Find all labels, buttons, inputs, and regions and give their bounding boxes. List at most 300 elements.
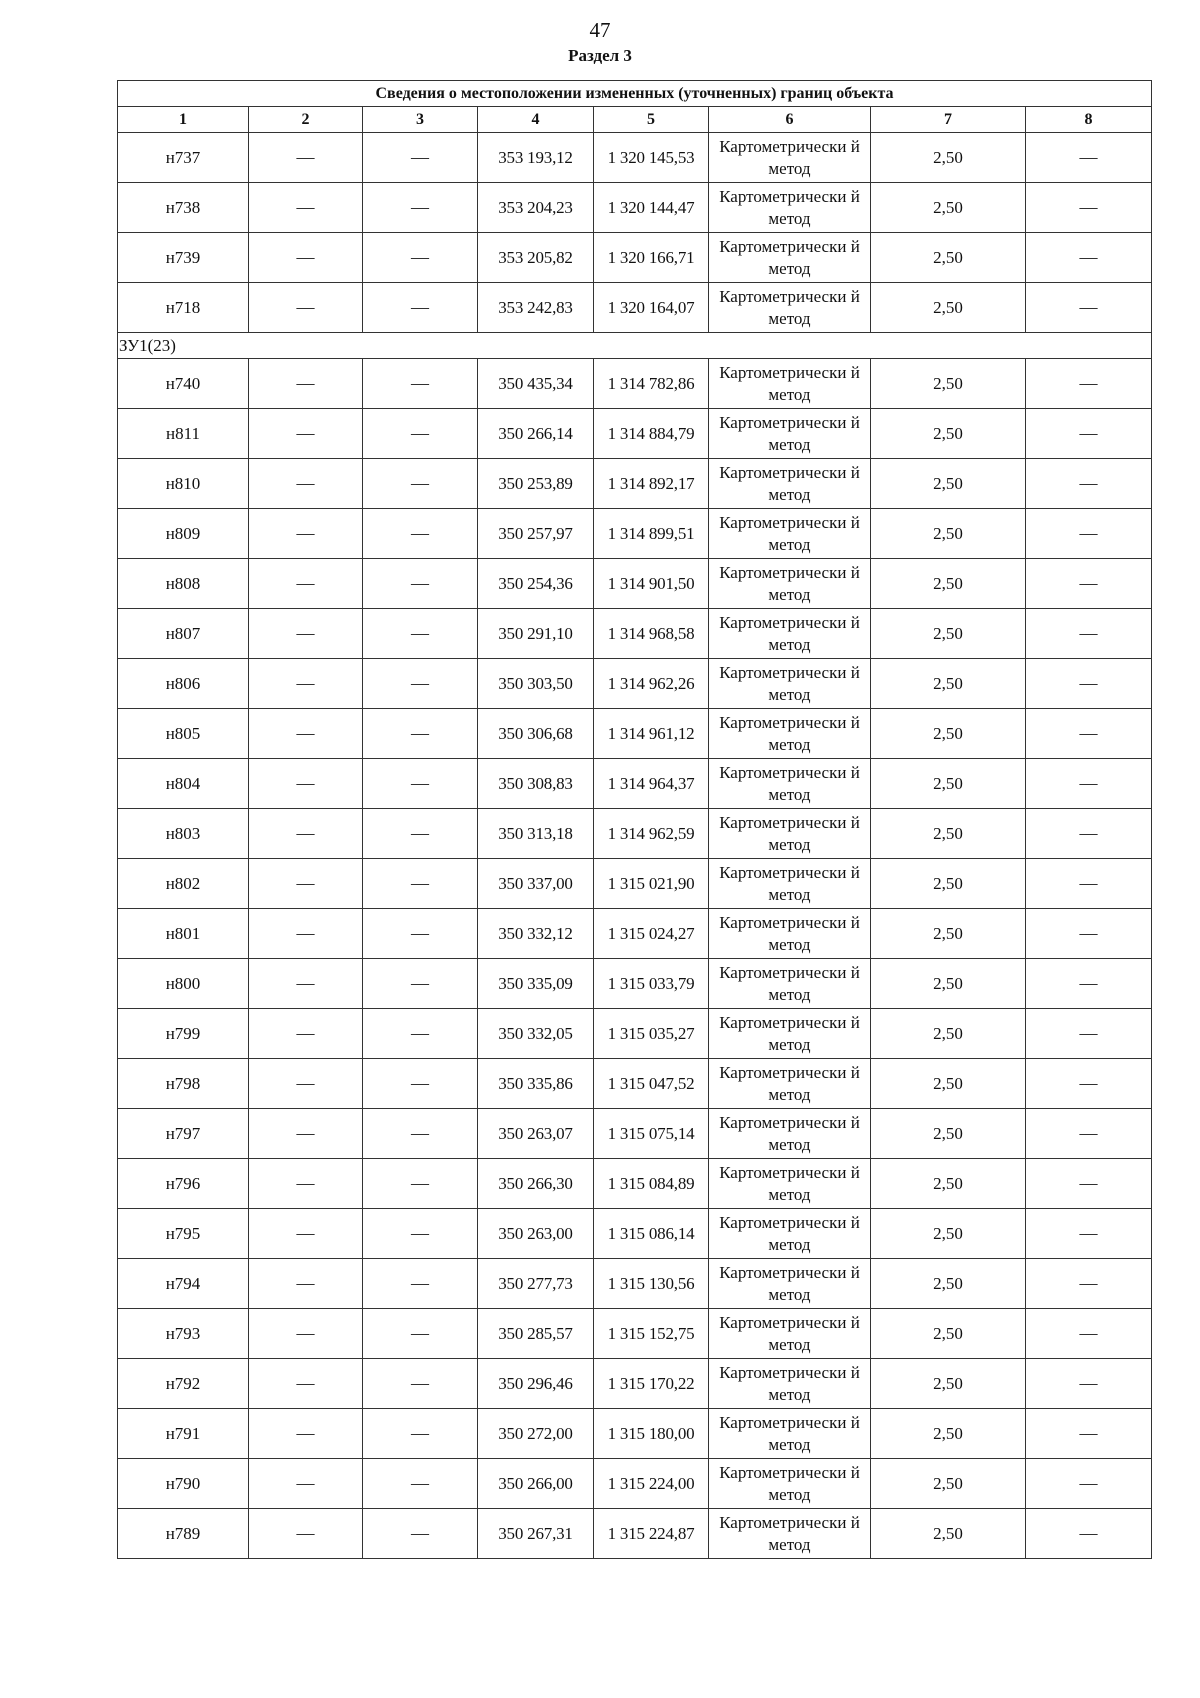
dash-mark: — — [1079, 1473, 1098, 1493]
y-coordinate-cell: 1 315 152,75 — [594, 1309, 709, 1359]
accuracy-cell: 2,50 — [871, 283, 1026, 333]
point-number-cell: н796 — [118, 1159, 249, 1209]
column-2-cell — [249, 709, 363, 759]
column-2-cell — [249, 133, 363, 183]
method-cell: Картометрически й метод — [709, 909, 871, 959]
dash-mark: — — [1079, 923, 1098, 943]
column-3-cell — [363, 659, 478, 709]
table-row — [118, 459, 1152, 509]
column-8-cell — [1026, 359, 1152, 409]
y-coordinate-cell: 1 315 180,00 — [594, 1409, 709, 1459]
y-coordinate-cell: 1 315 035,27 — [594, 1009, 709, 1059]
point-number-cell: н801 — [118, 909, 249, 959]
column-3-cell — [363, 1159, 478, 1209]
x-coordinate-cell: 350 335,86 — [478, 1059, 594, 1109]
table-row — [118, 809, 1152, 859]
dash-mark: — — [411, 473, 429, 493]
point-number-cell: н792 — [118, 1359, 249, 1409]
y-coordinate-cell: 1 315 224,87 — [594, 1509, 709, 1559]
accuracy-cell: 2,50 — [871, 759, 1026, 809]
column-2-cell — [249, 183, 363, 233]
method-cell: Картометрически й метод — [709, 759, 871, 809]
column-8-cell — [1026, 709, 1152, 759]
column-header: 3 — [363, 107, 478, 133]
dash-mark: — — [296, 373, 315, 393]
column-3-cell — [363, 859, 478, 909]
column-3-cell — [363, 133, 478, 183]
dash-mark: — — [411, 1223, 429, 1243]
point-number-cell: н794 — [118, 1259, 249, 1309]
column-8-cell — [1026, 133, 1152, 183]
point-number-cell: н810 — [118, 459, 249, 509]
point-number-cell: н804 — [118, 759, 249, 809]
dash-mark: — — [1079, 247, 1098, 267]
column-8-cell — [1026, 1509, 1152, 1559]
column-8-cell — [1026, 559, 1152, 609]
method-cell: Картометрически й метод — [709, 1259, 871, 1309]
table-row — [118, 1509, 1152, 1559]
dash-mark: — — [411, 1323, 429, 1343]
column-2-cell — [249, 659, 363, 709]
accuracy-cell: 2,50 — [871, 233, 1026, 283]
y-coordinate-cell: 1 315 130,56 — [594, 1259, 709, 1309]
table-row — [118, 1159, 1152, 1209]
column-3-cell — [363, 1459, 478, 1509]
column-header: 1 — [118, 107, 249, 133]
table-row — [118, 559, 1152, 609]
column-8-cell — [1026, 859, 1152, 909]
column-3-cell — [363, 509, 478, 559]
point-number-cell: н737 — [118, 133, 249, 183]
dash-mark: — — [411, 923, 429, 943]
point-number-cell: н793 — [118, 1309, 249, 1359]
column-3-cell — [363, 183, 478, 233]
column-8-cell — [1026, 409, 1152, 459]
table-row — [118, 409, 1152, 459]
dash-mark: — — [1079, 373, 1098, 393]
group-label: ЗУ1(23) — [118, 333, 1152, 359]
accuracy-cell: 2,50 — [871, 859, 1026, 909]
column-3-cell — [363, 1059, 478, 1109]
y-coordinate-cell: 1 314 964,37 — [594, 759, 709, 809]
dash-mark: — — [411, 673, 429, 693]
dash-mark: — — [296, 723, 315, 743]
column-3-cell — [363, 359, 478, 409]
point-number-cell: н799 — [118, 1009, 249, 1059]
table-row — [118, 1409, 1152, 1459]
dash-mark: — — [296, 473, 315, 493]
table-row — [118, 1109, 1152, 1159]
dash-mark: — — [1079, 147, 1098, 167]
method-cell: Картометрически й метод — [709, 233, 871, 283]
dash-mark: — — [411, 1073, 429, 1093]
column-2-cell — [249, 1159, 363, 1209]
table-body-after-group — [118, 359, 1152, 1559]
dash-mark: — — [411, 773, 429, 793]
accuracy-cell: 2,50 — [871, 1309, 1026, 1359]
x-coordinate-cell: 350 272,00 — [478, 1409, 594, 1459]
dash-mark: — — [296, 1073, 315, 1093]
dash-mark: — — [1079, 623, 1098, 643]
column-2-cell — [249, 959, 363, 1009]
point-number-cell: н790 — [118, 1459, 249, 1509]
dash-mark: — — [411, 1173, 429, 1193]
point-number-cell: н798 — [118, 1059, 249, 1109]
y-coordinate-cell: 1 315 170,22 — [594, 1359, 709, 1409]
method-cell: Картометрически й метод — [709, 283, 871, 333]
dash-mark: — — [411, 573, 429, 593]
column-2-cell — [249, 1409, 363, 1459]
x-coordinate-cell: 350 296,46 — [478, 1359, 594, 1409]
method-cell: Картометрически й метод — [709, 459, 871, 509]
table-row — [118, 1209, 1152, 1259]
point-number-cell: н802 — [118, 859, 249, 909]
table-row — [118, 1309, 1152, 1359]
y-coordinate-cell: 1 314 782,86 — [594, 359, 709, 409]
column-8-cell — [1026, 1009, 1152, 1059]
dash-mark: — — [411, 373, 429, 393]
point-number-cell: н791 — [118, 1409, 249, 1459]
dash-mark: — — [411, 873, 429, 893]
dash-mark: — — [1079, 773, 1098, 793]
column-3-cell — [363, 709, 478, 759]
column-2-cell — [249, 233, 363, 283]
column-header: 5 — [594, 107, 709, 133]
dash-mark: — — [296, 1173, 315, 1193]
table-row — [118, 959, 1152, 1009]
point-number-cell: н809 — [118, 509, 249, 559]
dash-mark: — — [411, 1373, 429, 1393]
accuracy-cell: 2,50 — [871, 809, 1026, 859]
column-8-cell — [1026, 659, 1152, 709]
x-coordinate-cell: 350 435,34 — [478, 359, 594, 409]
column-3-cell — [363, 1409, 478, 1459]
x-coordinate-cell: 350 266,14 — [478, 409, 594, 459]
table-caption: Сведения о местоположении измененных (уточненных) границ объекта — [118, 81, 1152, 107]
column-header: 7 — [871, 107, 1026, 133]
point-number-cell: н811 — [118, 409, 249, 459]
table-row — [118, 1359, 1152, 1409]
table-row — [118, 359, 1152, 409]
table-row — [118, 283, 1152, 333]
accuracy-cell: 2,50 — [871, 183, 1026, 233]
column-2-cell — [249, 1259, 363, 1309]
x-coordinate-cell: 350 337,00 — [478, 859, 594, 909]
dash-mark: — — [1079, 823, 1098, 843]
column-2-cell — [249, 759, 363, 809]
column-8-cell — [1026, 459, 1152, 509]
point-number-cell: н805 — [118, 709, 249, 759]
method-cell: Картометрически й метод — [709, 509, 871, 559]
column-header: 6 — [709, 107, 871, 133]
dash-mark: — — [296, 1223, 315, 1243]
dash-mark: — — [1079, 1423, 1098, 1443]
coordinates-table — [117, 80, 1152, 1559]
dash-mark: — — [296, 247, 315, 267]
method-cell: Картометрически й метод — [709, 359, 871, 409]
column-2-cell — [249, 283, 363, 333]
column-2-cell — [249, 1509, 363, 1559]
x-coordinate-cell: 350 266,00 — [478, 1459, 594, 1509]
accuracy-cell: 2,50 — [871, 459, 1026, 509]
dash-mark: — — [411, 297, 429, 317]
column-3-cell — [363, 1309, 478, 1359]
y-coordinate-cell: 1 315 024,27 — [594, 909, 709, 959]
column-8-cell — [1026, 1209, 1152, 1259]
dash-mark: — — [296, 1373, 315, 1393]
accuracy-cell: 2,50 — [871, 609, 1026, 659]
column-8-cell — [1026, 1409, 1152, 1459]
column-8-cell — [1026, 1259, 1152, 1309]
point-number-cell: н803 — [118, 809, 249, 859]
table-row — [118, 133, 1152, 183]
dash-mark: — — [411, 1423, 429, 1443]
x-coordinate-cell: 350 285,57 — [478, 1309, 594, 1359]
column-3-cell — [363, 459, 478, 509]
group-section — [118, 333, 1152, 359]
column-8-cell — [1026, 1459, 1152, 1509]
x-coordinate-cell: 353 204,23 — [478, 183, 594, 233]
column-8-cell — [1026, 909, 1152, 959]
y-coordinate-cell: 1 314 899,51 — [594, 509, 709, 559]
x-coordinate-cell: 350 332,12 — [478, 909, 594, 959]
dash-mark: — — [411, 1023, 429, 1043]
dash-mark: — — [296, 873, 315, 893]
table-row — [118, 183, 1152, 233]
x-coordinate-cell: 350 332,05 — [478, 1009, 594, 1059]
table-row — [118, 659, 1152, 709]
x-coordinate-cell: 353 193,12 — [478, 133, 594, 183]
column-8-cell — [1026, 759, 1152, 809]
column-2-cell — [249, 909, 363, 959]
x-coordinate-cell: 350 263,07 — [478, 1109, 594, 1159]
table-row — [118, 1009, 1152, 1059]
accuracy-cell: 2,50 — [871, 1209, 1026, 1259]
dash-mark: — — [1079, 197, 1098, 217]
accuracy-cell: 2,50 — [871, 1259, 1026, 1309]
column-2-cell — [249, 1459, 363, 1509]
y-coordinate-cell: 1 314 968,58 — [594, 609, 709, 659]
x-coordinate-cell: 350 303,50 — [478, 659, 594, 709]
method-cell: Картометрически й метод — [709, 1359, 871, 1409]
column-3-cell — [363, 909, 478, 959]
dash-mark: — — [1079, 973, 1098, 993]
column-3-cell — [363, 809, 478, 859]
x-coordinate-cell: 350 263,00 — [478, 1209, 594, 1259]
column-8-cell — [1026, 1159, 1152, 1209]
method-cell: Картометрически й метод — [709, 1109, 871, 1159]
accuracy-cell: 2,50 — [871, 509, 1026, 559]
x-coordinate-cell: 350 253,89 — [478, 459, 594, 509]
x-coordinate-cell: 353 205,82 — [478, 233, 594, 283]
dash-mark: — — [411, 1523, 429, 1543]
dash-mark: — — [1079, 423, 1098, 443]
dash-mark: — — [296, 197, 315, 217]
y-coordinate-cell: 1 314 962,59 — [594, 809, 709, 859]
method-cell: Картометрически й метод — [709, 809, 871, 859]
method-cell: Картометрически й метод — [709, 959, 871, 1009]
table-row — [118, 1059, 1152, 1109]
column-3-cell — [363, 1209, 478, 1259]
table-row — [118, 909, 1152, 959]
method-cell: Картометрически й метод — [709, 1059, 871, 1109]
y-coordinate-cell: 1 314 901,50 — [594, 559, 709, 609]
dash-mark: — — [411, 723, 429, 743]
column-3-cell — [363, 1359, 478, 1409]
accuracy-cell: 2,50 — [871, 409, 1026, 459]
dash-mark: — — [296, 1423, 315, 1443]
accuracy-cell: 2,50 — [871, 909, 1026, 959]
point-number-cell: н738 — [118, 183, 249, 233]
method-cell: Картометрически й метод — [709, 1009, 871, 1059]
y-coordinate-cell: 1 315 224,00 — [594, 1459, 709, 1509]
method-cell: Картометрически й метод — [709, 1309, 871, 1359]
accuracy-cell: 2,50 — [871, 359, 1026, 409]
dash-mark: — — [296, 1023, 315, 1043]
column-8-cell — [1026, 959, 1152, 1009]
column-2-cell — [249, 459, 363, 509]
dash-mark: — — [296, 423, 315, 443]
dash-mark: — — [296, 297, 315, 317]
method-cell: Картометрически й метод — [709, 859, 871, 909]
column-2-cell — [249, 409, 363, 459]
accuracy-cell: 2,50 — [871, 709, 1026, 759]
x-coordinate-cell: 350 267,31 — [478, 1509, 594, 1559]
dash-mark: — — [1079, 673, 1098, 693]
y-coordinate-cell: 1 315 021,90 — [594, 859, 709, 909]
method-cell: Картометрически й метод — [709, 659, 871, 709]
x-coordinate-cell: 350 254,36 — [478, 559, 594, 609]
y-coordinate-cell: 1 314 892,17 — [594, 459, 709, 509]
column-3-cell — [363, 759, 478, 809]
point-number-cell: н789 — [118, 1509, 249, 1559]
dash-mark: — — [411, 623, 429, 643]
dash-mark: — — [296, 823, 315, 843]
x-coordinate-cell: 350 291,10 — [478, 609, 594, 659]
dash-mark: — — [296, 523, 315, 543]
method-cell: Картометрически й метод — [709, 1409, 871, 1459]
accuracy-cell: 2,50 — [871, 1509, 1026, 1559]
x-coordinate-cell: 353 242,83 — [478, 283, 594, 333]
accuracy-cell: 2,50 — [871, 1109, 1026, 1159]
y-coordinate-cell: 1 314 884,79 — [594, 409, 709, 459]
method-cell: Картометрически й метод — [709, 1459, 871, 1509]
column-2-cell — [249, 1109, 363, 1159]
table-row — [118, 759, 1152, 809]
dash-mark: — — [1079, 1073, 1098, 1093]
column-8-cell — [1026, 1059, 1152, 1109]
dash-mark: — — [411, 197, 429, 217]
column-3-cell — [363, 283, 478, 333]
dash-mark: — — [1079, 573, 1098, 593]
point-number-cell: н739 — [118, 233, 249, 283]
column-header-row — [118, 107, 1152, 133]
column-8-cell — [1026, 509, 1152, 559]
x-coordinate-cell: 350 308,83 — [478, 759, 594, 809]
table-row — [118, 509, 1152, 559]
page-number: 47 — [589, 18, 611, 42]
column-3-cell — [363, 1109, 478, 1159]
table-body-before-group — [118, 133, 1152, 333]
y-coordinate-cell: 1 320 144,47 — [594, 183, 709, 233]
column-3-cell — [363, 609, 478, 659]
dash-mark: — — [296, 623, 315, 643]
table-row — [118, 609, 1152, 659]
accuracy-cell: 2,50 — [871, 1359, 1026, 1409]
x-coordinate-cell: 350 335,09 — [478, 959, 594, 1009]
method-cell: Картометрически й метод — [709, 709, 871, 759]
dash-mark: — — [411, 973, 429, 993]
y-coordinate-cell: 1 315 086,14 — [594, 1209, 709, 1259]
x-coordinate-cell: 350 313,18 — [478, 809, 594, 859]
table-row — [118, 233, 1152, 283]
column-8-cell — [1026, 1109, 1152, 1159]
y-coordinate-cell: 1 320 166,71 — [594, 233, 709, 283]
dash-mark: — — [296, 1473, 315, 1493]
accuracy-cell: 2,50 — [871, 1459, 1026, 1509]
point-number-cell: н808 — [118, 559, 249, 609]
column-2-cell — [249, 1009, 363, 1059]
table-row — [118, 709, 1152, 759]
y-coordinate-cell: 1 315 084,89 — [594, 1159, 709, 1209]
point-number-cell: н740 — [118, 359, 249, 409]
dash-mark: — — [296, 1273, 315, 1293]
column-2-cell — [249, 359, 363, 409]
dash-mark: — — [411, 423, 429, 443]
method-cell: Картометрически й метод — [709, 183, 871, 233]
column-2-cell — [249, 1209, 363, 1259]
y-coordinate-cell: 1 315 033,79 — [594, 959, 709, 1009]
dash-mark: — — [296, 1523, 315, 1543]
dash-mark: — — [1079, 523, 1098, 543]
column-8-cell — [1026, 1309, 1152, 1359]
dash-mark: — — [1079, 297, 1098, 317]
dash-mark: — — [411, 247, 429, 267]
method-cell: Картометрически й метод — [709, 609, 871, 659]
dash-mark: — — [1079, 473, 1098, 493]
column-header: 8 — [1026, 107, 1152, 133]
x-coordinate-cell: 350 306,68 — [478, 709, 594, 759]
dash-mark: — — [411, 1123, 429, 1143]
dash-mark: — — [296, 573, 315, 593]
column-3-cell — [363, 559, 478, 609]
dash-mark: — — [296, 147, 315, 167]
table-row — [118, 859, 1152, 909]
dash-mark: — — [1079, 1223, 1098, 1243]
column-8-cell — [1026, 609, 1152, 659]
dash-mark: — — [411, 1273, 429, 1293]
dash-mark: — — [411, 1473, 429, 1493]
column-2-cell — [249, 1359, 363, 1409]
dash-mark: — — [1079, 1523, 1098, 1543]
column-8-cell — [1026, 183, 1152, 233]
section-title: Раздел 3 — [568, 46, 632, 65]
table-row — [118, 1259, 1152, 1309]
x-coordinate-cell: 350 257,97 — [478, 509, 594, 559]
accuracy-cell: 2,50 — [871, 1409, 1026, 1459]
accuracy-cell: 2,50 — [871, 959, 1026, 1009]
column-2-cell — [249, 809, 363, 859]
dash-mark: — — [1079, 1273, 1098, 1293]
method-cell: Картометрически й метод — [709, 1209, 871, 1259]
dash-mark: — — [411, 147, 429, 167]
column-3-cell — [363, 959, 478, 1009]
column-3-cell — [363, 1259, 478, 1309]
point-number-cell: н800 — [118, 959, 249, 1009]
x-coordinate-cell: 350 277,73 — [478, 1259, 594, 1309]
accuracy-cell: 2,50 — [871, 559, 1026, 609]
dash-mark: — — [1079, 723, 1098, 743]
